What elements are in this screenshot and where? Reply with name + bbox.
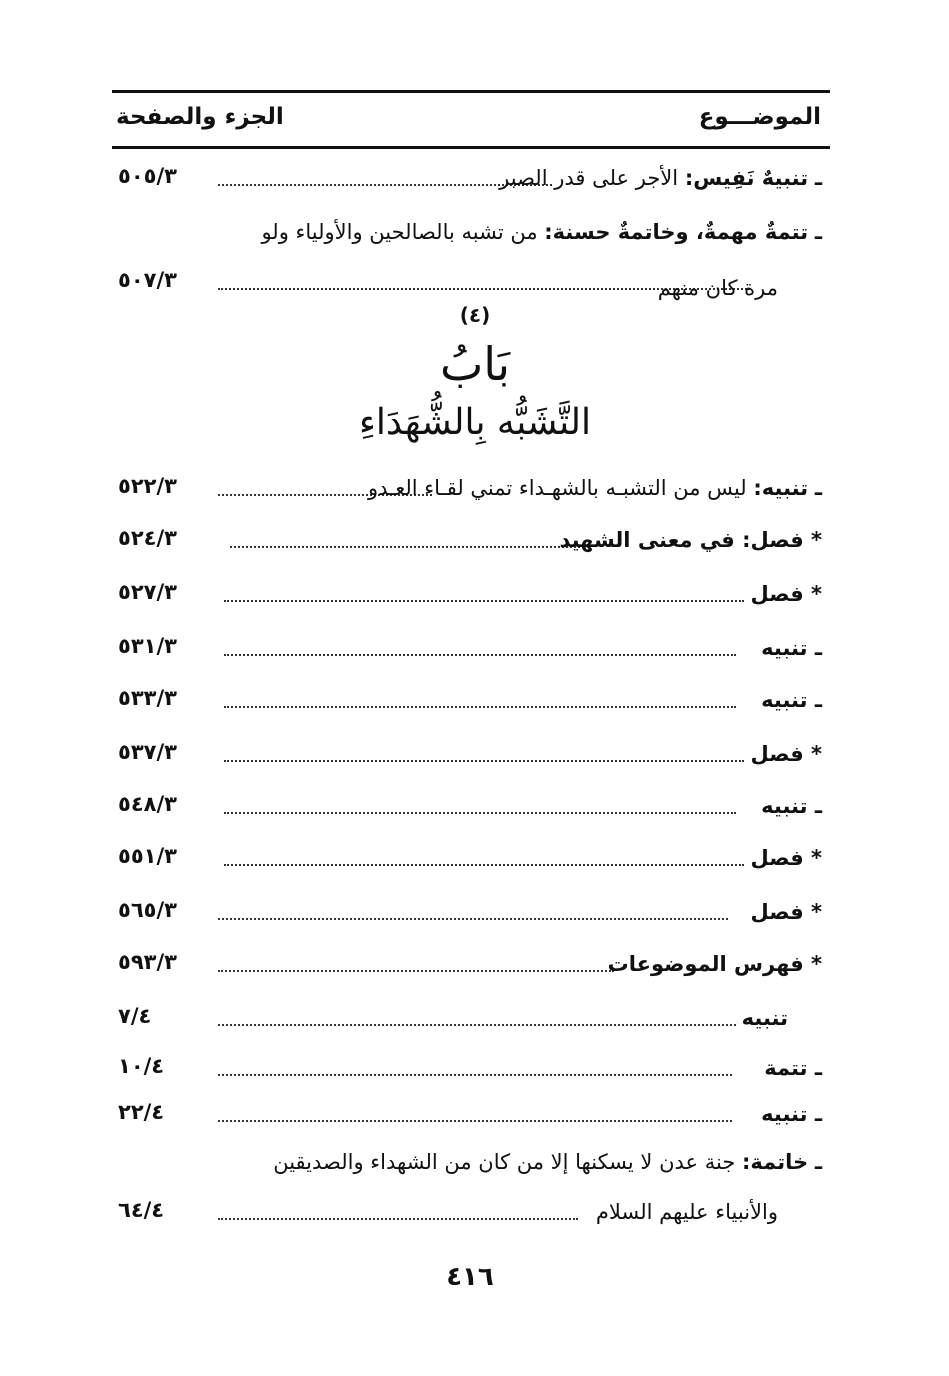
section-number: (٤) (459, 303, 491, 327)
entry-page: ٦٤/٤ (118, 1198, 165, 1222)
entry-marker: * (811, 900, 822, 924)
top-rule (112, 90, 830, 93)
entry-text (761, 788, 822, 824)
entry-title: تنبيه (761, 794, 808, 818)
entry-marker: ـ (814, 220, 822, 244)
entry-text (273, 1144, 822, 1180)
entry-page: ٥٠٧/٣ (118, 268, 177, 292)
entry-title: تنبيه (741, 1006, 788, 1030)
leader-dots (218, 970, 614, 972)
entry-marker: ـ (814, 1102, 822, 1126)
index-entry (112, 946, 830, 986)
index-entry (112, 470, 830, 510)
entry-desc: في معنى الشهيد (559, 528, 735, 552)
leader-dots (230, 546, 584, 548)
index-entry (112, 1000, 830, 1040)
entry-desc: جنة عدن لا يسكنها إلا من كان من الشهداء والصديقين (273, 1150, 736, 1174)
index-entry (112, 1050, 830, 1090)
entry-text (761, 630, 822, 666)
entry-text (751, 840, 822, 876)
topic-header: الموضـــوع (698, 104, 821, 130)
entry-marker: * (811, 528, 822, 552)
index-entry-continuation (112, 264, 830, 304)
entry-page: ٥٦٥/٣ (118, 898, 177, 922)
entry-marker: ـ (814, 1150, 822, 1174)
leader-dots (218, 1024, 736, 1026)
leader-dots (218, 1120, 732, 1122)
entry-marker: * (811, 582, 822, 606)
entry-text (751, 736, 822, 772)
leader-dots (224, 654, 736, 656)
leader-dots (218, 1218, 578, 1220)
entry-page: ٥٣١/٣ (118, 634, 177, 658)
entry-desc: والأنبياء عليهم السلام (595, 1200, 778, 1224)
entry-page: ٧/٤ (118, 1004, 152, 1028)
entry-marker: * (811, 742, 822, 766)
entry-title: تتمة (764, 1056, 808, 1080)
entry-text (761, 1096, 822, 1132)
entry-text (559, 522, 822, 558)
entry-text (596, 1194, 778, 1230)
entry-page: ٥٢٢/٣ (118, 474, 177, 498)
entry-page: ٥٩٣/٣ (118, 950, 177, 974)
leader-dots (218, 1074, 732, 1076)
entry-text (764, 1050, 822, 1086)
entry-title: تنبيه (761, 688, 808, 712)
entry-title: فصل (750, 742, 804, 766)
entry-desc: مرة كان منهم (657, 276, 778, 300)
header-rule (112, 146, 830, 149)
entry-text (608, 946, 822, 982)
entry-text (261, 214, 822, 250)
entry-title: فهرس الموضوعات (607, 952, 804, 976)
entry-page: ٥٤٨/٣ (118, 792, 177, 816)
entry-marker: * (811, 952, 822, 976)
entry-page: ٥٢٤/٣ (118, 526, 177, 550)
entry-text (658, 270, 778, 306)
entry-title: خاتمة: (742, 1150, 809, 1174)
entry-page: ٥٥١/٣ (118, 844, 177, 868)
leader-dots (218, 918, 728, 920)
entry-text (742, 1000, 788, 1036)
leader-dots (224, 812, 736, 814)
entry-page: ٥٣٣/٣ (118, 686, 177, 710)
leader-dots (224, 864, 744, 866)
entry-text (499, 160, 822, 196)
entry-title: تتمةٌ مهمةٌ، وخاتمةٌ حسنة: (544, 220, 809, 244)
entry-title: تنبيه: (753, 476, 809, 500)
leader-dots (224, 706, 736, 708)
entry-text (751, 576, 822, 612)
pages-header: الجزء والصفحة (116, 104, 284, 130)
entry-page: ٥٢٧/٣ (118, 580, 177, 604)
entry-page: ٢٢/٤ (118, 1100, 165, 1124)
section-title: التَّشَبُّه بِالشُّهَدَاءِ (358, 402, 592, 443)
page-number: ٤١٦ (446, 1262, 494, 1292)
entry-marker: ـ (814, 1056, 822, 1080)
entry-title: تنبيه (761, 636, 808, 660)
index-entry (112, 788, 830, 828)
entry-title: فصل (750, 900, 804, 924)
entry-page: ٥٣٧/٣ (118, 740, 177, 764)
leader-dots (224, 760, 744, 762)
entry-text (761, 682, 822, 718)
entry-marker: ـ (814, 688, 822, 712)
index-entry (112, 736, 830, 776)
entry-title: تنبيه (761, 1102, 808, 1126)
index-entry (112, 682, 830, 722)
entry-title: فصل (750, 846, 804, 870)
index-entry (112, 160, 830, 200)
entry-text (368, 470, 822, 506)
entry-marker: ـ (814, 794, 822, 818)
entry-desc: من تشبه بالصالحين والأولياء ولو (261, 220, 538, 244)
index-entry-continuation (112, 1194, 830, 1234)
entry-desc: الأجر على قدر الصبر (499, 166, 679, 190)
index-entry (112, 522, 830, 562)
entry-marker: ـ (814, 636, 822, 660)
index-entry (112, 894, 830, 934)
index-entry (112, 630, 830, 670)
index-entry (112, 840, 830, 880)
entry-marker: ـ (814, 166, 822, 190)
entry-marker: ـ (814, 476, 822, 500)
entry-title: فصل: (742, 528, 804, 552)
section-heading: بَابُ (439, 337, 511, 391)
index-entry (112, 576, 830, 616)
index-entry (112, 214, 830, 254)
entry-text (751, 894, 822, 930)
entry-page: ١٠/٤ (118, 1054, 165, 1078)
leader-dots (224, 600, 744, 602)
entry-desc: ليس من التشبـه بالشهـداء تمني لقـاء العـدو (367, 476, 747, 500)
entry-page: ٥٠٥/٣ (118, 164, 177, 188)
entry-title: فصل (750, 582, 804, 606)
index-entry (112, 1096, 830, 1136)
index-entry (112, 1144, 830, 1184)
entry-marker: * (811, 846, 822, 870)
entry-title: تنبيهٌ نَفِيس: (684, 166, 809, 190)
